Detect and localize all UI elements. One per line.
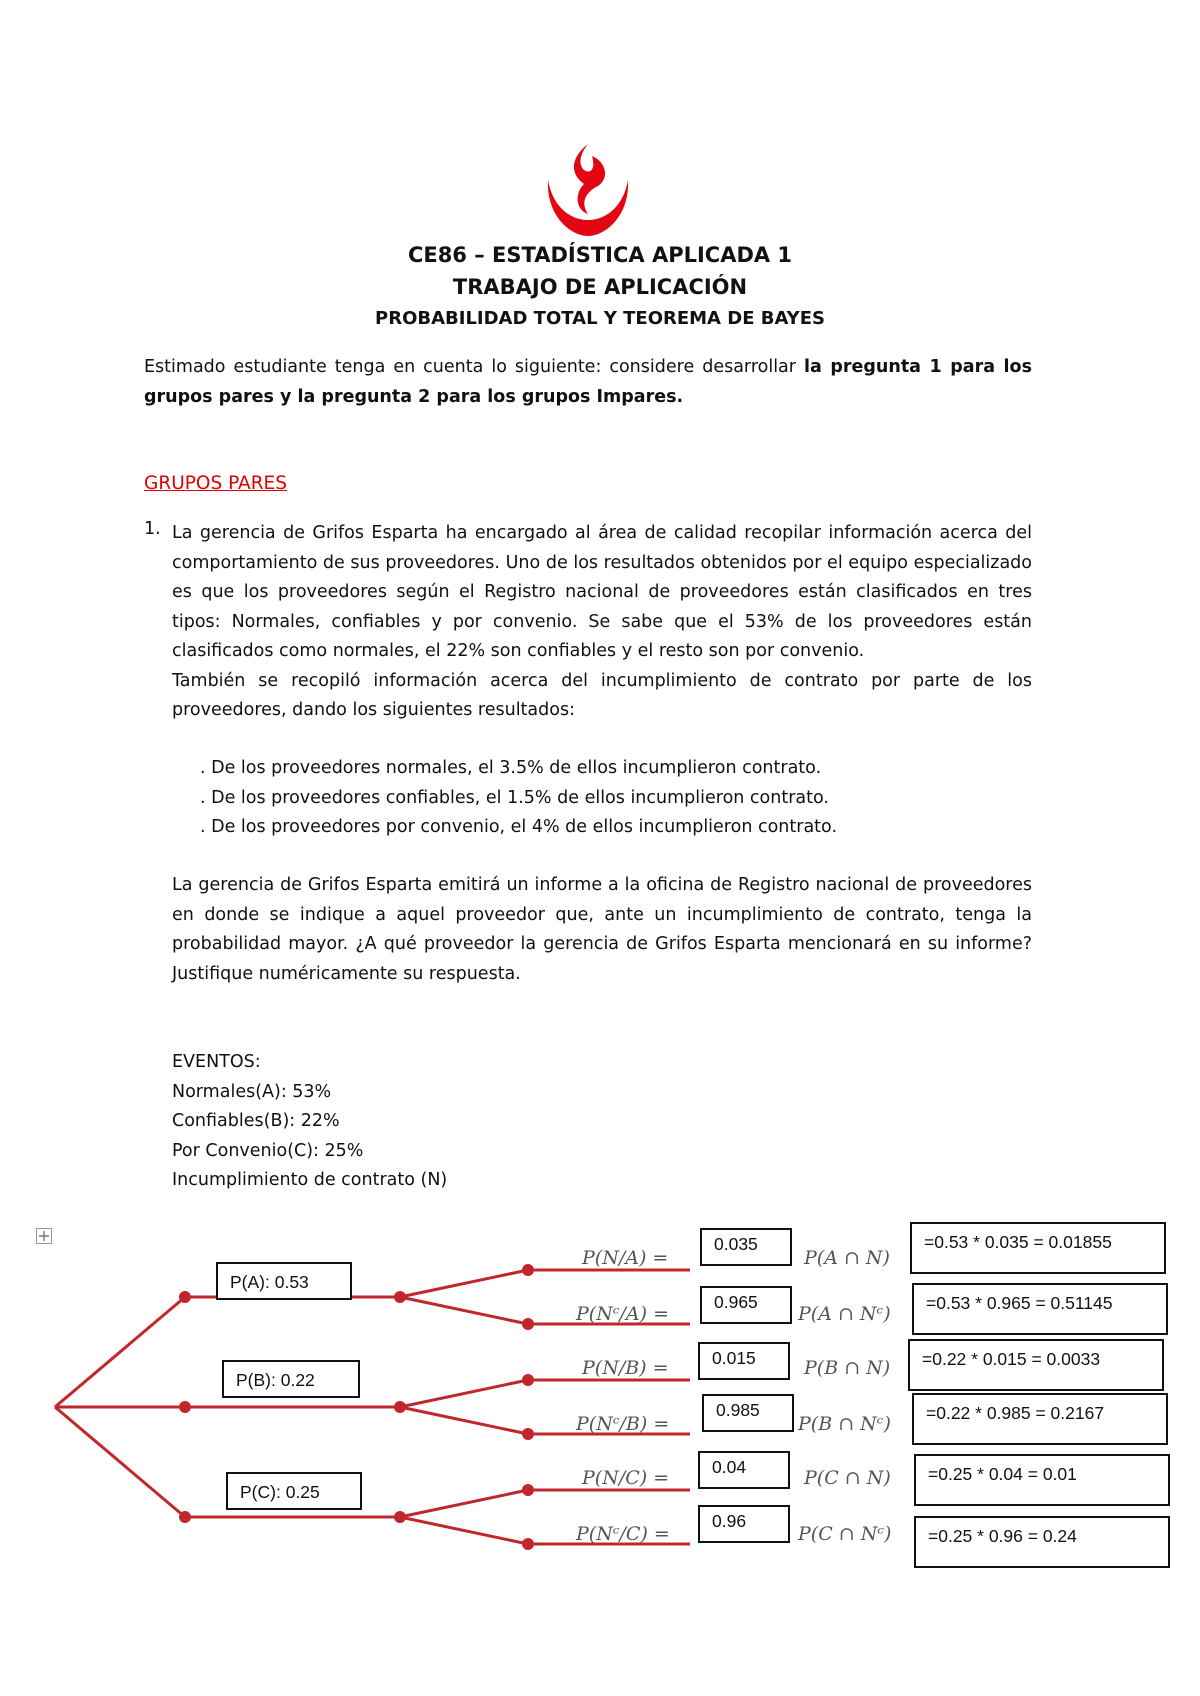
cond-label: P(N/C) = <box>582 1467 670 1489</box>
joint-label: P(A ∩ N) <box>804 1247 890 1269</box>
cond-label: P(Nᶜ/C) = <box>576 1523 670 1545</box>
result-box: =0.25 * 0.96 = 0.24 <box>914 1516 1170 1568</box>
joint-label: P(C ∩ Nᶜ) <box>798 1523 892 1545</box>
branch-line <box>55 1297 185 1407</box>
question-paragraph-1: La gerencia de Grifos Esparta ha encargado al área de calidad recopilar información acerca del comportamiento de sus proveedores. Uno de los resultados obtenidos por el equipo especializado es que los proveedores según el Registro nacional de proveedores están clasificados en tres tipos: Normales, confiables y por convenio. Se sabe que el 53% de los proveedores están clasificados como normales, el 22% son confiables y el resto son por convenio. <box>172 523 1032 661</box>
branch-line <box>55 1407 185 1517</box>
cond-label: P(Nᶜ/B) = <box>576 1413 670 1435</box>
result-box: =0.25 * 0.04 = 0.01 <box>914 1454 1170 1506</box>
branch-line <box>400 1407 528 1434</box>
results-list <box>200 754 837 843</box>
section-heading: GRUPOS PARES <box>144 473 287 494</box>
list-item: Confiables(B): 22% <box>172 1111 340 1131</box>
cond-value-box: 0.015 <box>698 1342 790 1380</box>
branch-line <box>400 1517 528 1544</box>
joint-label: P(B ∩ Nᶜ) <box>798 1413 891 1435</box>
topic-title: PROBABILIDAD TOTAL Y TEOREMA DE BAYES <box>375 308 825 329</box>
branch-line <box>400 1297 528 1324</box>
tree-node <box>522 1374 534 1386</box>
list-item: Por Convenio(C): 25% <box>172 1140 364 1161</box>
cond-label: P(N/B) = <box>582 1357 669 1379</box>
tree-node <box>522 1318 534 1330</box>
result-box: =0.22 * 0.015 = 0.0033 <box>908 1339 1164 1391</box>
course-title: CE86 – ESTADÍSTICA APLICADA 1 <box>407 243 793 267</box>
cond-value-box: 0.04 <box>698 1451 790 1489</box>
tree-node <box>394 1511 406 1523</box>
cond-label: P(N/A) = <box>582 1247 669 1269</box>
question-body <box>172 519 1032 726</box>
question-paragraph-3: La gerencia de Grifos Esparta emitirá un informe a la oficina de Registro nacional de proveedores en donde se indique a aquel proveedor que, ante un incumplimiento de contrato, tenga la probabilidad mayor. ¿A qué proveedor la gerencia de Grifos Esparta mencionará en su informe? Justifique numéricamente su respuesta. <box>172 875 1032 984</box>
branch-line <box>400 1380 528 1407</box>
list-item: Normales(A): 53% <box>172 1081 332 1102</box>
cond-value-box: 0.965 <box>700 1286 792 1324</box>
cond-label: P(Nᶜ/A) = <box>576 1303 670 1325</box>
cond-value-box: 0.96 <box>698 1505 790 1543</box>
cond-value-box: 0.035 <box>700 1228 792 1266</box>
list-item: . De los proveedores confiables, el 1.5% de ellos incumplieron contrato. <box>200 787 829 808</box>
tree-node <box>522 1428 534 1440</box>
tree-node <box>179 1511 191 1523</box>
joint-label: P(C ∩ N) <box>804 1467 891 1489</box>
tree-node <box>394 1291 406 1303</box>
list-item: Incumplimiento de contrato (N) <box>172 1170 448 1190</box>
events-list <box>172 1048 447 1196</box>
tree-node <box>522 1264 534 1276</box>
intro-bold: la pregunta 1 para los grupos pares y la pregunta 2 para los grupos Impares. <box>144 357 1032 407</box>
tree-node <box>522 1538 534 1550</box>
tree-node <box>179 1401 191 1413</box>
intro-paragraph <box>144 352 1032 412</box>
result-box: =0.53 * 0.965 = 0.51145 <box>912 1283 1168 1335</box>
prior-box-b: P(B): 0.22 <box>222 1360 360 1398</box>
joint-label: P(A ∩ Nᶜ) <box>798 1303 891 1325</box>
result-box: =0.22 * 0.985 = 0.2167 <box>912 1393 1168 1445</box>
prior-box-c: P(C): 0.25 <box>226 1472 362 1510</box>
tree-node <box>522 1484 534 1496</box>
intro-plain: Estimado estudiante tenga en cuenta lo siguiente: considere desarrollar <box>144 357 804 377</box>
branch-line <box>400 1490 528 1517</box>
list-item: . De los proveedores normales, el 3.5% de ellos incumplieron contrato. <box>200 758 822 778</box>
events-heading: EVENTOS: <box>172 1052 261 1072</box>
prior-box-a: P(A): 0.53 <box>216 1262 352 1300</box>
tree-node <box>179 1291 191 1303</box>
result-box: =0.53 * 0.035 = 0.01855 <box>910 1222 1166 1274</box>
tree-node <box>394 1401 406 1413</box>
question-number: 1. <box>144 519 161 539</box>
question-paragraph-2: También se recopiló información acerca del incumplimiento de contrato por parte de los proveedores, dando los siguientes resultados: <box>172 670 1032 720</box>
list-item: . De los proveedores por convenio, el 4% de ellos incumplieron contrato. <box>200 817 838 837</box>
cond-value-box: 0.985 <box>702 1394 794 1432</box>
assignment-title: TRABAJO DE APLICACIÓN <box>452 275 748 299</box>
upc-logo-icon <box>540 140 636 240</box>
branch-line <box>400 1270 528 1297</box>
joint-label: P(B ∩ N) <box>804 1357 891 1379</box>
